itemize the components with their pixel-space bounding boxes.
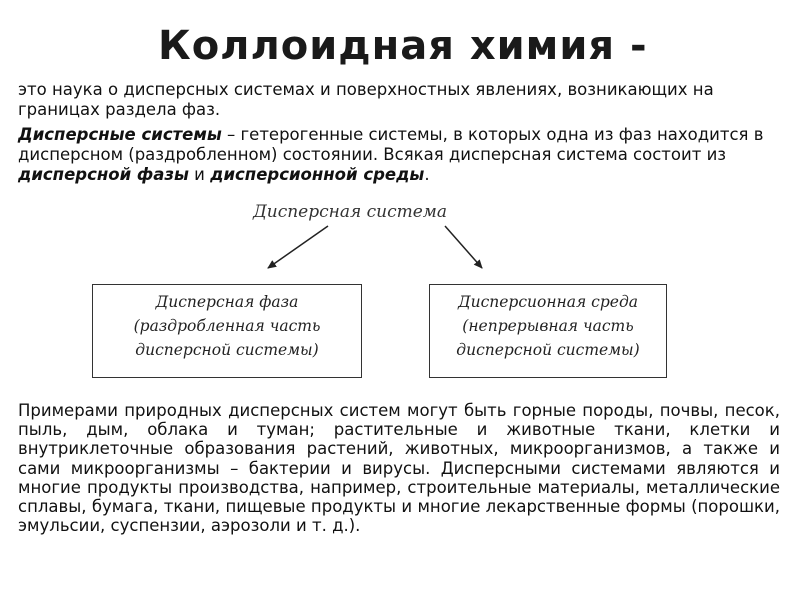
phase-box-line-3: дисперсной системы) bbox=[135, 341, 319, 359]
phase-box-line-1: Дисперсная фаза bbox=[155, 293, 299, 311]
disperse-medium-box bbox=[429, 284, 667, 378]
examples-paragraph: Примерами природных дисперсных систем могут быть горные породы, почвы, песок, пыль, дым, облака и туман; растительные и животные ткани, клетки и внутриклеточные образования растений, животных, микроорганизмов, а также и сами микроорганизмы – бактерии и вирусы. Дисперсными системами являются и многие продукты производства, например, строительные материалы, металлические сплавы, бумага, ткани, пищевые продукты и многие лекарственные формы (порошки, эмульсии, суспензии, аэрозоли и т. д.). bbox=[18, 401, 780, 536]
disperse-phase-box bbox=[92, 284, 362, 378]
diagram-title: Дисперсная система bbox=[252, 202, 448, 222]
disperse-systems-paragraph bbox=[18, 125, 780, 185]
arrow-to-phase bbox=[268, 226, 328, 268]
term-disperse-phase: дисперсной фазы bbox=[18, 165, 189, 184]
medium-box-line-3: дисперсной системы) bbox=[456, 341, 640, 359]
disperse-systems-text-2: и bbox=[188, 165, 211, 184]
term-disperse-systems: Дисперсные системы bbox=[18, 125, 222, 144]
disperse-systems-text-1: – гетерогенные системы, в которых одна из фаз находится в дисперсном (раздробленном) состоянии. Всякая дисперсная система состоит из bbox=[18, 125, 764, 164]
disperse-system-diagram bbox=[80, 198, 680, 388]
arrow-to-medium bbox=[445, 226, 482, 268]
medium-box-line-2: (непрерывная часть bbox=[462, 317, 634, 335]
phase-box-line-2: (раздробленная часть bbox=[133, 317, 321, 335]
definition-paragraph: это наука о дисперсных системах и поверхностных явлениях, возникающих на границах раздела фаз. bbox=[18, 80, 714, 119]
medium-box-line-1: Дисперсионная среда bbox=[457, 293, 639, 311]
disperse-systems-end: . bbox=[424, 165, 430, 184]
slide-title: Коллоидная химия - bbox=[158, 23, 648, 69]
term-disperse-medium: дисперсионной среды bbox=[210, 165, 425, 184]
